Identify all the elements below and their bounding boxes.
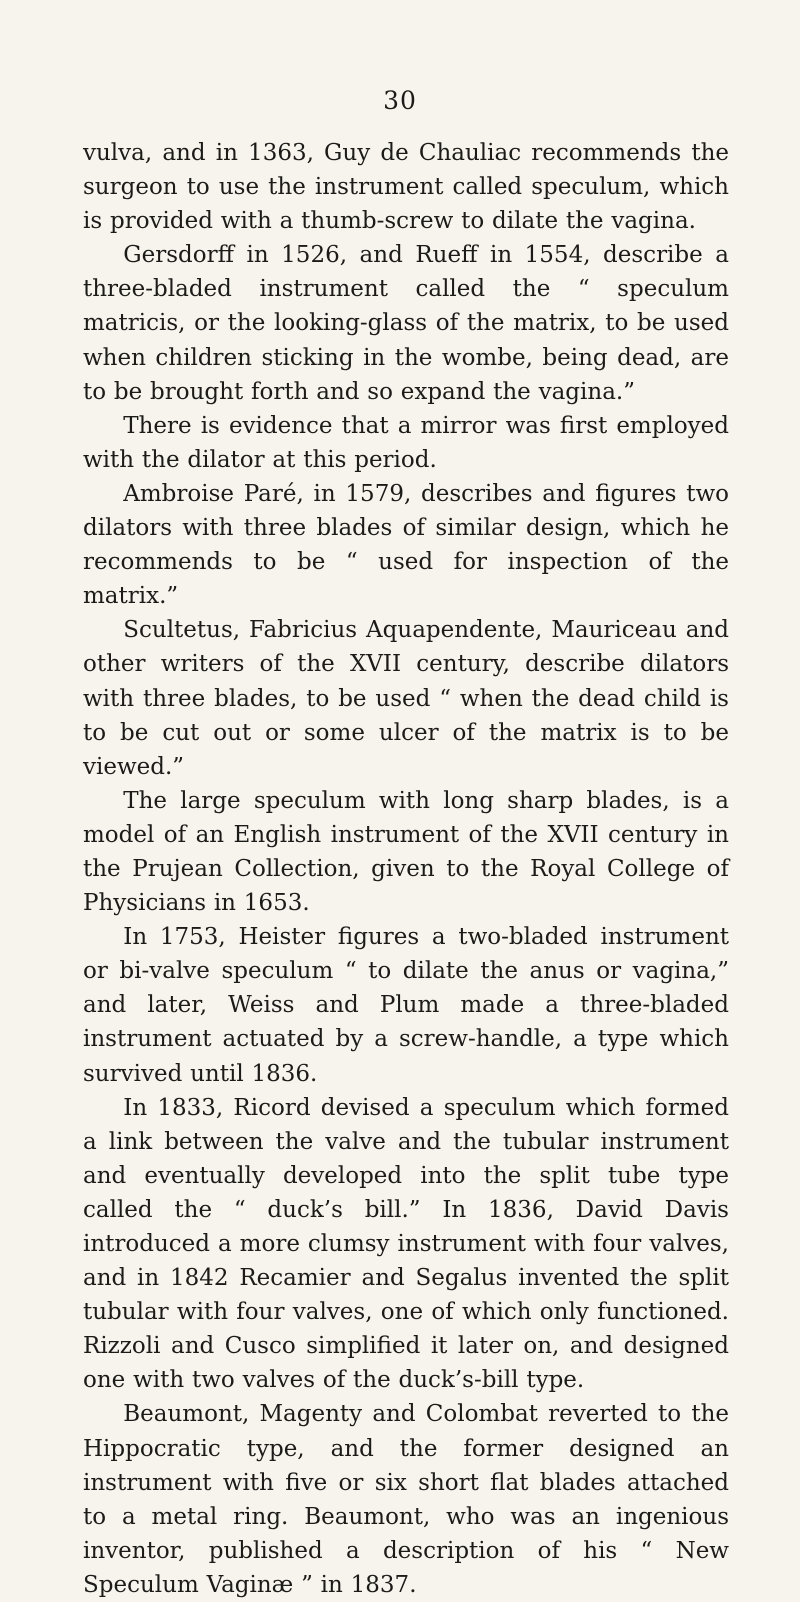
paragraph: Gersdorff in 1526, and Rueff in 1554, describe a three-bladed instrument called the “ speculum matricis, or the looking-glass of the matrix, to be used when children sticking in the wombe, being dead, are to be brought forth and so expand the vagina.” (83, 242, 729, 405)
paragraph: The large speculum with long sharp blades, is a model of an English instrument of the XVII century in the Prujean Collection, given to the Royal College of Physicians in 1653. (83, 787, 729, 917)
body-text (83, 136, 729, 1602)
paragraph: vulva, and in 1363, Guy de Chauliac recommends the surgeon to use the instrument called speculum, which is provided with a thumb-screw to dilate the vagina. (83, 140, 729, 235)
paragraph: In 1753, Heister figures a two-bladed instrument or bi-valve speculum “ to dilate the anus or vagina,” and later, Weiss and Plum made a three-bladed instrument actuated by a screw-handle, a type which survived until 1836. (83, 924, 729, 1087)
paragraph: Beaumont, Magenty and Colombat reverted to the Hippocratic type, and the former designed an instrument with five or six short flat blades attached to a metal ring. Beaumont, who was an ingenious inventor, published a description of his “ New Speculum Vaginæ ” in 1837. (83, 1401, 729, 1598)
paragraph: Scultetus, Fabricius Aquapendente, Mauriceau and other writers of the XVII century, describe dilators with three blades, to be used “ when the dead child is to be cut out or some ulcer of the matrix is to be viewed.” (83, 617, 729, 780)
page-number: 30 (383, 86, 417, 115)
paragraph: In 1833, Ricord devised a speculum which formed a link between the valve and the tubular instrument and eventually developed into the split tube type called the “ duck’s bill.” In 1836, David Davis introduced a more clumsy instrument with four valves, and in 1842 Recamier and Segalus invented the split tubular with four valves, one of which only functioned. Rizzoli and Cusco simplified it later on, and designed one with two valves of the duck’s-bill type. (83, 1094, 729, 1394)
paragraph: Ambroise Paré, in 1579, describes and figures two dilators with three blades of similar design, which he recommends to be “ used for inspection of the matrix.” (83, 480, 729, 610)
paragraph: There is evidence that a mirror was first employed with the dilator at this period. (83, 412, 729, 473)
